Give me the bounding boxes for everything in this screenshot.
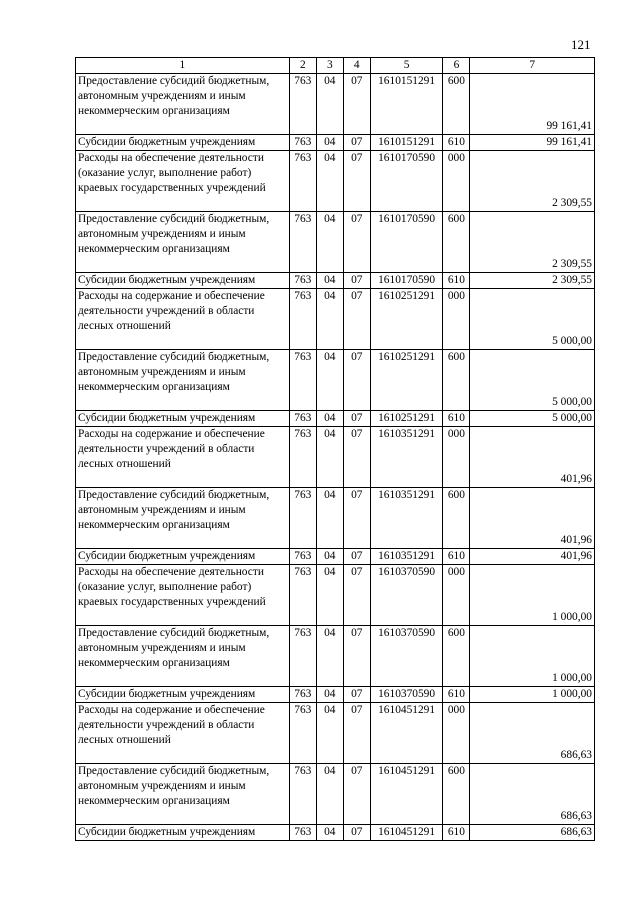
row-code-cell: 07	[343, 825, 370, 841]
row-code-cell: 04	[316, 212, 343, 273]
row-code-cell: 763	[289, 427, 316, 488]
row-code-cell: 1610351291	[370, 427, 443, 488]
header-cell-6: 6	[443, 58, 470, 74]
row-code-cell: 04	[316, 565, 343, 626]
row-code-cell: 600	[443, 350, 470, 411]
row-code-cell: 000	[443, 565, 470, 626]
row-code-cell: 763	[289, 764, 316, 825]
row-code-cell: 1610151291	[370, 74, 443, 135]
row-code-cell: 04	[316, 764, 343, 825]
row-code-cell: 610	[443, 135, 470, 151]
table-row	[76, 488, 595, 549]
row-name-cell: Субсидии бюджетным учреждениям	[76, 411, 290, 427]
row-code-cell: 07	[343, 212, 370, 273]
row-code-cell: 07	[343, 273, 370, 289]
row-code-cell: 04	[316, 703, 343, 764]
table-row	[76, 626, 595, 687]
row-amount-cell: 5 000,00	[470, 411, 595, 427]
table-row	[76, 151, 595, 212]
row-amount-cell: 99 161,41	[470, 135, 595, 151]
row-code-cell: 04	[316, 427, 343, 488]
row-amount-cell: 2 309,55	[470, 273, 595, 289]
row-code-cell: 1610170590	[370, 212, 443, 273]
row-name-cell: Расходы на содержание и обеспечение деятельности учреждений в области лесных отношений	[76, 427, 290, 488]
row-code-cell: 04	[316, 74, 343, 135]
table-row	[76, 565, 595, 626]
row-code-cell: 763	[289, 687, 316, 703]
header-cell-5: 5	[370, 58, 443, 74]
row-code-cell: 04	[316, 273, 343, 289]
table-row	[76, 212, 595, 273]
row-amount-cell: 5 000,00	[470, 350, 595, 411]
table-row	[76, 74, 595, 135]
row-amount-cell: 5 000,00	[470, 289, 595, 350]
row-code-cell: 04	[316, 135, 343, 151]
row-code-cell: 04	[316, 687, 343, 703]
row-code-cell: 04	[316, 488, 343, 549]
table-row	[76, 289, 595, 350]
row-name-cell: Предоставление субсидий бюджетным, автономным учреждениям и иным некоммерческим организациям	[76, 212, 290, 273]
row-name-cell: Расходы на обеспечение деятельности (оказание услуг, выполнение работ) краевых государственных учреждений	[76, 565, 290, 626]
row-code-cell: 04	[316, 549, 343, 565]
row-code-cell: 07	[343, 687, 370, 703]
row-code-cell: 763	[289, 549, 316, 565]
row-name-cell: Субсидии бюджетным учреждениям	[76, 687, 290, 703]
row-amount-cell: 99 161,41	[470, 74, 595, 135]
row-amount-cell: 2 309,55	[470, 151, 595, 212]
row-code-cell: 04	[316, 151, 343, 212]
row-code-cell: 763	[289, 151, 316, 212]
row-code-cell: 763	[289, 273, 316, 289]
row-code-cell: 1610170590	[370, 151, 443, 212]
row-code-cell: 07	[343, 626, 370, 687]
row-code-cell: 07	[343, 350, 370, 411]
row-code-cell: 07	[343, 289, 370, 350]
row-code-cell: 07	[343, 427, 370, 488]
row-name-cell: Субсидии бюджетным учреждениям	[76, 135, 290, 151]
row-code-cell: 04	[316, 350, 343, 411]
row-code-cell: 07	[343, 488, 370, 549]
row-name-cell: Предоставление субсидий бюджетным, автономным учреждениям и иным некоммерческим организациям	[76, 350, 290, 411]
row-code-cell: 1610251291	[370, 411, 443, 427]
header-cell-1: 1	[76, 58, 290, 74]
row-code-cell: 07	[343, 565, 370, 626]
row-code-cell: 763	[289, 703, 316, 764]
table-row	[76, 764, 595, 825]
row-code-cell: 000	[443, 427, 470, 488]
header-row	[76, 58, 595, 74]
row-name-cell: Расходы на содержание и обеспечение деятельности учреждений в области лесных отношений	[76, 703, 290, 764]
row-name-cell: Предоставление субсидий бюджетным, автономным учреждениям и иным некоммерческим организациям	[76, 488, 290, 549]
row-code-cell: 763	[289, 289, 316, 350]
row-code-cell: 763	[289, 488, 316, 549]
row-code-cell: 600	[443, 74, 470, 135]
row-code-cell: 610	[443, 273, 470, 289]
row-code-cell: 1610351291	[370, 549, 443, 565]
row-code-cell: 1610451291	[370, 703, 443, 764]
table-row	[76, 135, 595, 151]
row-code-cell: 1610170590	[370, 273, 443, 289]
row-code-cell: 763	[289, 626, 316, 687]
row-name-cell: Субсидии бюджетным учреждениям	[76, 549, 290, 565]
row-code-cell: 763	[289, 565, 316, 626]
row-code-cell: 07	[343, 764, 370, 825]
row-code-cell: 07	[343, 549, 370, 565]
table-row	[76, 350, 595, 411]
page-number: 121	[571, 37, 591, 52]
table-row	[76, 273, 595, 289]
row-code-cell: 000	[443, 703, 470, 764]
row-code-cell: 1610370590	[370, 565, 443, 626]
row-name-cell: Расходы на обеспечение деятельности (оказание услуг, выполнение работ) краевых государственных учреждений	[76, 151, 290, 212]
table-row	[76, 687, 595, 703]
row-code-cell: 000	[443, 289, 470, 350]
row-code-cell: 000	[443, 151, 470, 212]
row-name-cell: Предоставление субсидий бюджетным, автономным учреждениям и иным некоммерческим организациям	[76, 74, 290, 135]
row-code-cell: 1610151291	[370, 135, 443, 151]
row-code-cell: 07	[343, 411, 370, 427]
row-name-cell: Расходы на содержание и обеспечение деятельности учреждений в области лесных отношений	[76, 289, 290, 350]
header-cell-3: 3	[316, 58, 343, 74]
row-code-cell: 04	[316, 626, 343, 687]
row-code-cell: 1610370590	[370, 687, 443, 703]
row-amount-cell: 401,96	[470, 488, 595, 549]
row-code-cell: 04	[316, 825, 343, 841]
row-code-cell: 763	[289, 74, 316, 135]
row-code-cell: 07	[343, 703, 370, 764]
row-code-cell: 610	[443, 687, 470, 703]
row-code-cell: 600	[443, 488, 470, 549]
row-amount-cell: 401,96	[470, 549, 595, 565]
row-code-cell: 600	[443, 626, 470, 687]
table-row	[76, 703, 595, 764]
row-code-cell: 600	[443, 212, 470, 273]
row-code-cell: 07	[343, 135, 370, 151]
row-code-cell: 1610451291	[370, 825, 443, 841]
row-amount-cell: 1 000,00	[470, 626, 595, 687]
table-row	[76, 411, 595, 427]
row-amount-cell: 401,96	[470, 427, 595, 488]
row-code-cell: 600	[443, 764, 470, 825]
row-amount-cell: 686,63	[470, 764, 595, 825]
row-code-cell: 07	[343, 74, 370, 135]
header-cell-4: 4	[343, 58, 370, 74]
row-code-cell: 04	[316, 411, 343, 427]
row-code-cell: 07	[343, 151, 370, 212]
row-name-cell: Предоставление субсидий бюджетным, автономным учреждениям и иным некоммерческим организациям	[76, 764, 290, 825]
row-code-cell: 763	[289, 350, 316, 411]
row-code-cell: 1610251291	[370, 350, 443, 411]
row-code-cell: 610	[443, 825, 470, 841]
row-amount-cell: 686,63	[470, 703, 595, 764]
row-code-cell: 1610251291	[370, 289, 443, 350]
row-code-cell: 610	[443, 411, 470, 427]
table-row	[76, 549, 595, 565]
row-amount-cell: 1 000,00	[470, 565, 595, 626]
row-name-cell: Предоставление субсидий бюджетным, автономным учреждениям и иным некоммерческим организациям	[76, 626, 290, 687]
table-row	[76, 825, 595, 841]
row-code-cell: 04	[316, 289, 343, 350]
row-amount-cell: 686,63	[470, 825, 595, 841]
header-cell-7: 7	[470, 58, 595, 74]
row-code-cell: 1610370590	[370, 626, 443, 687]
header-cell-2: 2	[289, 58, 316, 74]
row-code-cell: 763	[289, 411, 316, 427]
budget-table	[75, 57, 595, 841]
row-code-cell: 763	[289, 135, 316, 151]
row-code-cell: 1610351291	[370, 488, 443, 549]
row-code-cell: 763	[289, 825, 316, 841]
row-code-cell: 610	[443, 549, 470, 565]
row-amount-cell: 2 309,55	[470, 212, 595, 273]
table-row	[76, 427, 595, 488]
row-code-cell: 763	[289, 212, 316, 273]
row-code-cell: 1610451291	[370, 764, 443, 825]
row-amount-cell: 1 000,00	[470, 687, 595, 703]
row-name-cell: Субсидии бюджетным учреждениям	[76, 825, 290, 841]
row-name-cell: Субсидии бюджетным учреждениям	[76, 273, 290, 289]
